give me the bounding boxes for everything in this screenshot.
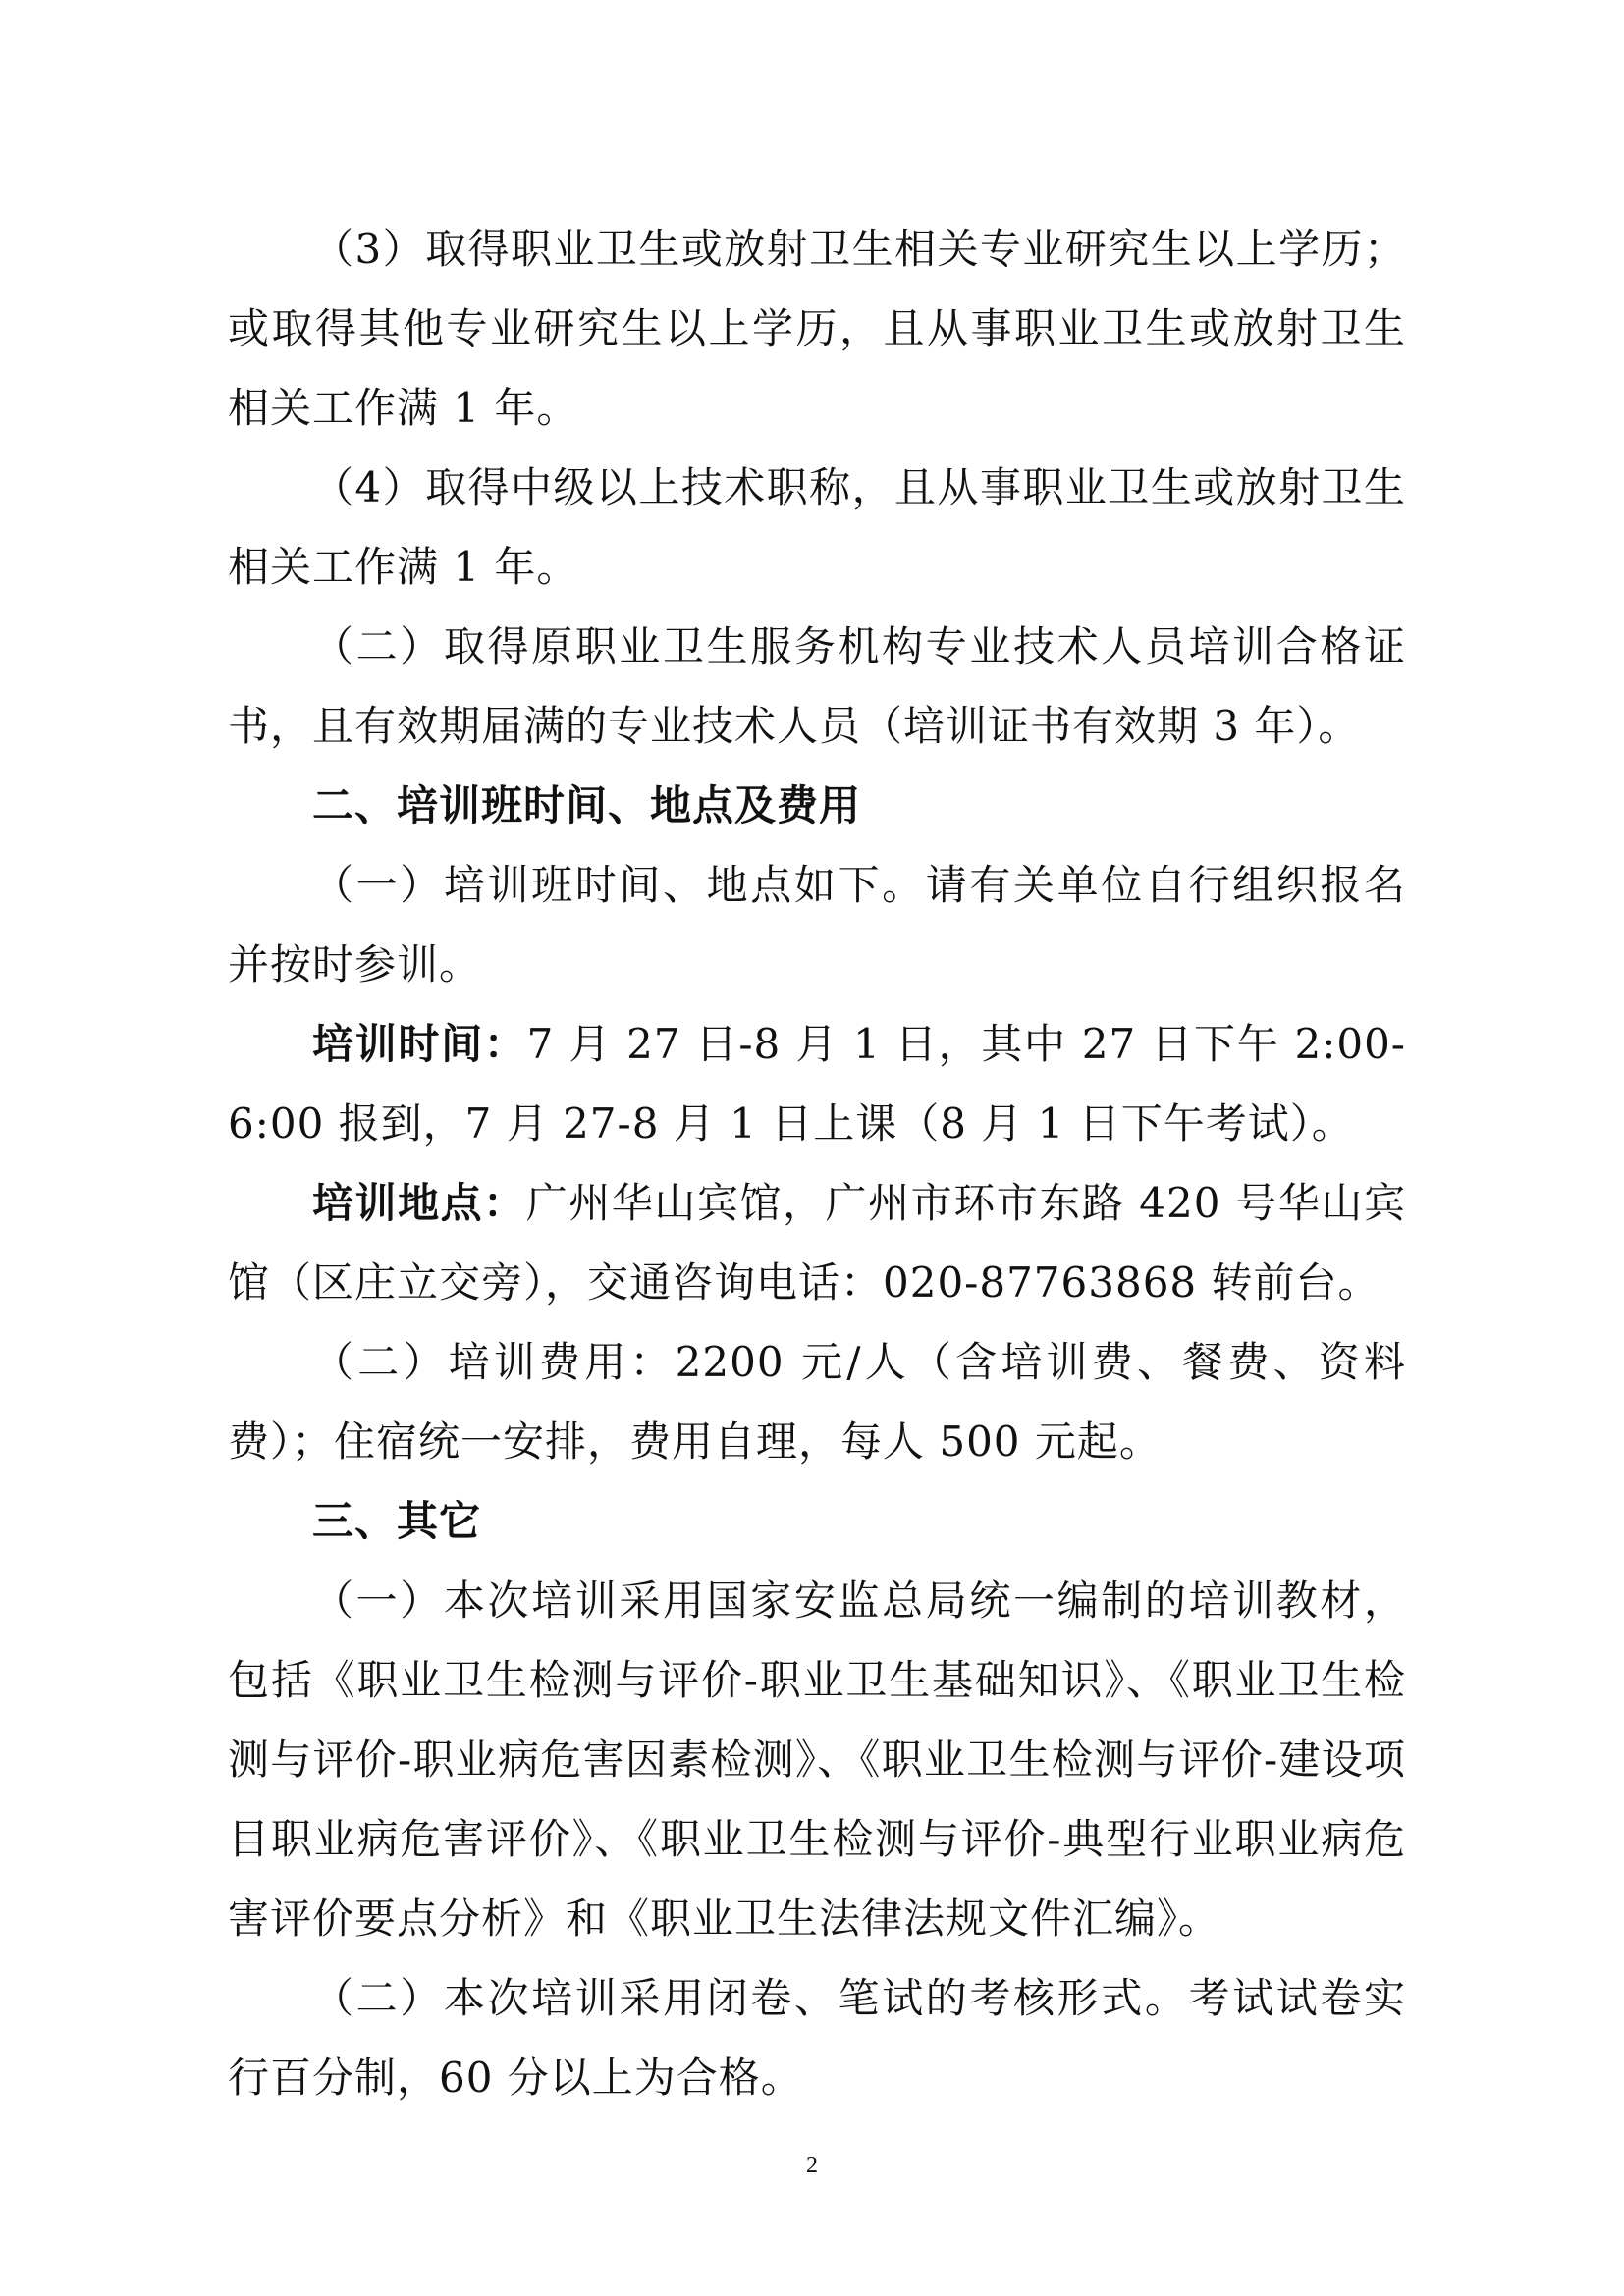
- training-place-paragraph: [228, 1163, 1406, 1322]
- exam-paragraph: （二）本次培训采用闭卷、笔试的考核形式。考试试卷实行百分制，60 分以上为合格。: [228, 1974, 1406, 2102]
- item-4-paragraph: （4）取得中级以上技术职称，且从事职业卫生或放射卫生相关工作满 1 年。: [228, 463, 1406, 591]
- training-time-text: 7 月 27 日-8 月 1 日，其中 27 日下午 2:00-6:00 报到，7 月 27-8 月 1 日上课（8 月 1 日下午考试）。: [228, 1020, 1406, 1148]
- training-time-paragraph: [228, 1004, 1406, 1163]
- page-number: 2: [806, 2153, 818, 2178]
- training-place-label: 培训地点：: [312, 1179, 526, 1227]
- training-time-label: 培训时间：: [312, 1020, 527, 1068]
- page-body: [228, 209, 1406, 2117]
- item-3-paragraph: （3）取得职业卫生或放射卫生相关专业研究生以上学历；或取得其他专业研究生以上学历，且从事职业卫生或放射卫生相关工作满 1 年。: [228, 225, 1406, 432]
- section-3-heading: 三、其它: [312, 1497, 482, 1545]
- certificate-paragraph: （二）取得原职业卫生服务机构专业技术人员培训合格证书，且有效期届满的专业技术人员（培训证书有效期 3 年）。: [228, 622, 1406, 750]
- training-place-text: 广州华山宾馆，广州市环市东路 420 号华山宾馆（区庄立交旁），交通咨询电话：020-87763868 转前台。: [228, 1179, 1406, 1307]
- schedule-intro-paragraph: （一）培训班时间、地点如下。请有关单位自行组织报名并按时参训。: [228, 861, 1406, 988]
- training-fee-paragraph: （二）培训费用：2200 元/人（含培训费、餐费、资料费）；住宿统一安排，费用自理，每人 500 元起。: [228, 1338, 1406, 1466]
- section-2-heading: 二、培训班时间、地点及费用: [312, 781, 862, 829]
- textbook-paragraph: （一）本次培训采用国家安监总局统一编制的培训教材，包括《职业卫生检测与评价-职业卫生基础知识》、《职业卫生检测与评价-职业病危害因素检测》、《职业卫生检测与评价-建设项目职业病危害评价》、《职业卫生检测与评价-典型行业职业病危害评价要点分析》和《职业卫生法律法规文件汇编》。: [228, 1576, 1406, 1943]
